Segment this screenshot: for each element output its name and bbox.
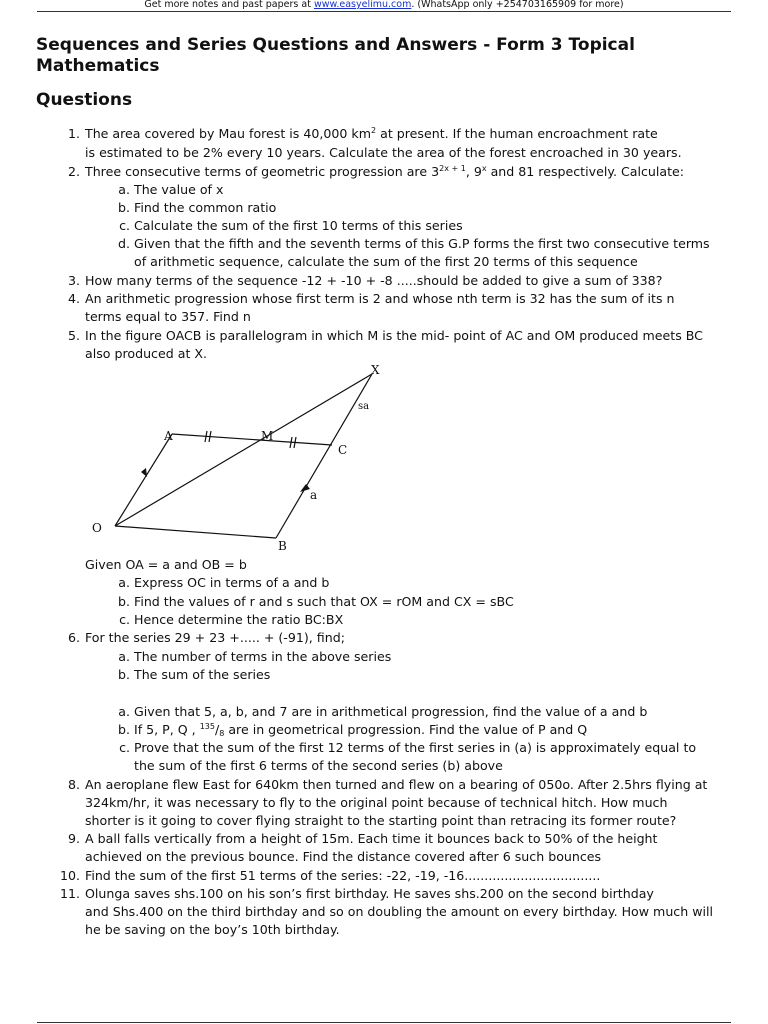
sub-label: a. — [118, 704, 130, 719]
sub-label: d. — [118, 236, 130, 251]
header-prefix: Get more notes and past papers at — [144, 0, 314, 10]
question-number: 10. — [60, 868, 81, 883]
parallelogram-figure — [80, 360, 400, 560]
website-link[interactable]: www.easyelimu.com — [313, 0, 412, 10]
label-m: M — [261, 429, 274, 443]
question-number: 8. — [67, 777, 80, 792]
question-text: is estimated to be 2% every 10 years. Calculate the area of the forest encroached in 30 years. — [85, 145, 682, 160]
label-sa: sa — [358, 401, 370, 412]
sub-label: b. — [118, 594, 130, 609]
question-text: he be saving on the boy’s 10th birthday. — [85, 922, 340, 937]
question-text: An arithmetic progression whose first term is 2 and whose nth term is 32 has the sum of its n — [85, 291, 675, 306]
question-number: 5. — [67, 328, 80, 343]
question-number: 1. — [67, 126, 80, 141]
label-a-vertex: A — [164, 429, 173, 443]
page-header — [37, 0, 731, 12]
sub-question: Find the values of r and s such that OX = rOM and CX = sBC — [134, 594, 514, 609]
question-text: shorter is it going to cover flying straight to the starting point than retracing its former route? — [85, 813, 677, 828]
question-number: 11. — [60, 886, 81, 901]
header-suffix: . (WhatsApp only +254703165909 for more) — [411, 0, 624, 10]
question-text: How many terms of the sequence -12 + -10 + -8 .....should be added to give a sum of 338? — [85, 273, 663, 288]
question-text: 324km/hr, it was necessary to fly to the original point because of technical hitch. How much — [85, 795, 668, 810]
sub-label: c. — [119, 740, 130, 755]
question-number: 6. — [67, 630, 80, 645]
sub-label: c. — [119, 218, 130, 233]
question-text: A ball falls vertically from a height of 15m. Each time it bounces back to 50% of the height — [85, 831, 658, 846]
question-text: terms equal to 357. Find n — [85, 309, 251, 324]
label-c: C — [338, 443, 348, 457]
sub-question: Calculate the sum of the first 10 terms of this series — [134, 218, 463, 233]
question-text: An aeroplane flew East for 640km then turned and flew on a bearing of 050o. After 2.5hrs flying at — [85, 777, 708, 792]
section-heading: Questions — [36, 90, 133, 110]
question-text: In the figure OACB is parallelogram in which M is the mid- point of AC and OM produced meets BC — [85, 328, 703, 343]
line-ox — [115, 374, 372, 526]
sub-question: The value of x — [134, 182, 224, 197]
question-text: The area covered by Mau forest is 40,000 $km^2$ at present. If the human encroachment rate — [85, 126, 658, 141]
sub-question: of arithmetic sequence, calculate the sum of the first 20 terms of this sequence — [134, 254, 638, 269]
side-bx — [276, 374, 372, 538]
question-number: 4. — [67, 291, 80, 306]
question-number: 2. — [67, 164, 80, 179]
sub-question: The number of terms in the above series — [134, 649, 392, 664]
arrow-oa — [141, 468, 147, 477]
sub-label: b. — [118, 667, 130, 682]
sub-question: If 5, P, Q , $^{135}/_8$ are in geometrical progression. Find the value of P and Q — [134, 722, 588, 738]
sub-label: b. — [118, 722, 130, 737]
side-ob — [115, 526, 276, 538]
given-statement: Given OA = a and OB = b — [85, 557, 247, 572]
page-title: Sequences and Series Questions and Answers - Form 3 Topical Mathematics — [36, 35, 635, 76]
question-text: For the series 29 + 23 +..... + (-91), find; — [85, 630, 345, 645]
sub-question: Hence determine the ratio BC:BX — [134, 612, 344, 627]
sub-question: Given that the fifth and the seventh terms of this G.P forms the first two consecutive terms — [134, 236, 710, 251]
sub-question: The sum of the series — [134, 667, 271, 682]
question-text: achieved on the previous bounce. Find the distance covered after 6 such bounces — [85, 849, 602, 864]
question-text: Three consecutive terms of geometric progression are $3^{2x + 1}$, 9$^x$ and 81 respectively. Calculate: — [85, 164, 685, 179]
question-number: 3. — [67, 273, 80, 288]
side-ac — [172, 434, 332, 445]
sub-label: a. — [118, 649, 130, 664]
label-x: X — [371, 363, 380, 377]
question-text: Olunga saves shs.100 on his son’s first birthday. He saves shs.200 on the second birthday — [85, 886, 654, 901]
side-oa — [115, 434, 172, 526]
sub-question: Prove that the sum of the first 12 terms of the first series in (a) is approximately equal to — [134, 740, 697, 755]
question-number: 9. — [67, 831, 80, 846]
label-o: O — [92, 521, 102, 535]
footer-rule — [37, 1022, 731, 1023]
sub-question: Express OC in terms of a and b — [134, 575, 330, 590]
sub-question: Find the common ratio — [134, 200, 277, 215]
sub-label: a. — [118, 182, 130, 197]
question-text: Find the sum of the first 51 terms of the series: -22, -19, -16.................................. — [85, 868, 601, 883]
label-b: B — [278, 539, 287, 553]
arrow-bc — [300, 484, 310, 492]
sub-label: a. — [118, 575, 130, 590]
question-text: also produced at X. — [85, 346, 208, 361]
label-a-vector: a — [310, 488, 318, 502]
sub-question: the sum of the first 6 terms of the second series (b) above — [134, 758, 503, 773]
sub-question: Given that 5, a, b, and 7 are in arithmetical progression, find the value of a and b — [134, 704, 648, 719]
question-text: and Shs.400 on the third birthday and so on doubling the amount on every birthday. How much will — [85, 904, 714, 919]
sub-label: b. — [118, 200, 130, 215]
sub-label: c. — [119, 612, 130, 627]
